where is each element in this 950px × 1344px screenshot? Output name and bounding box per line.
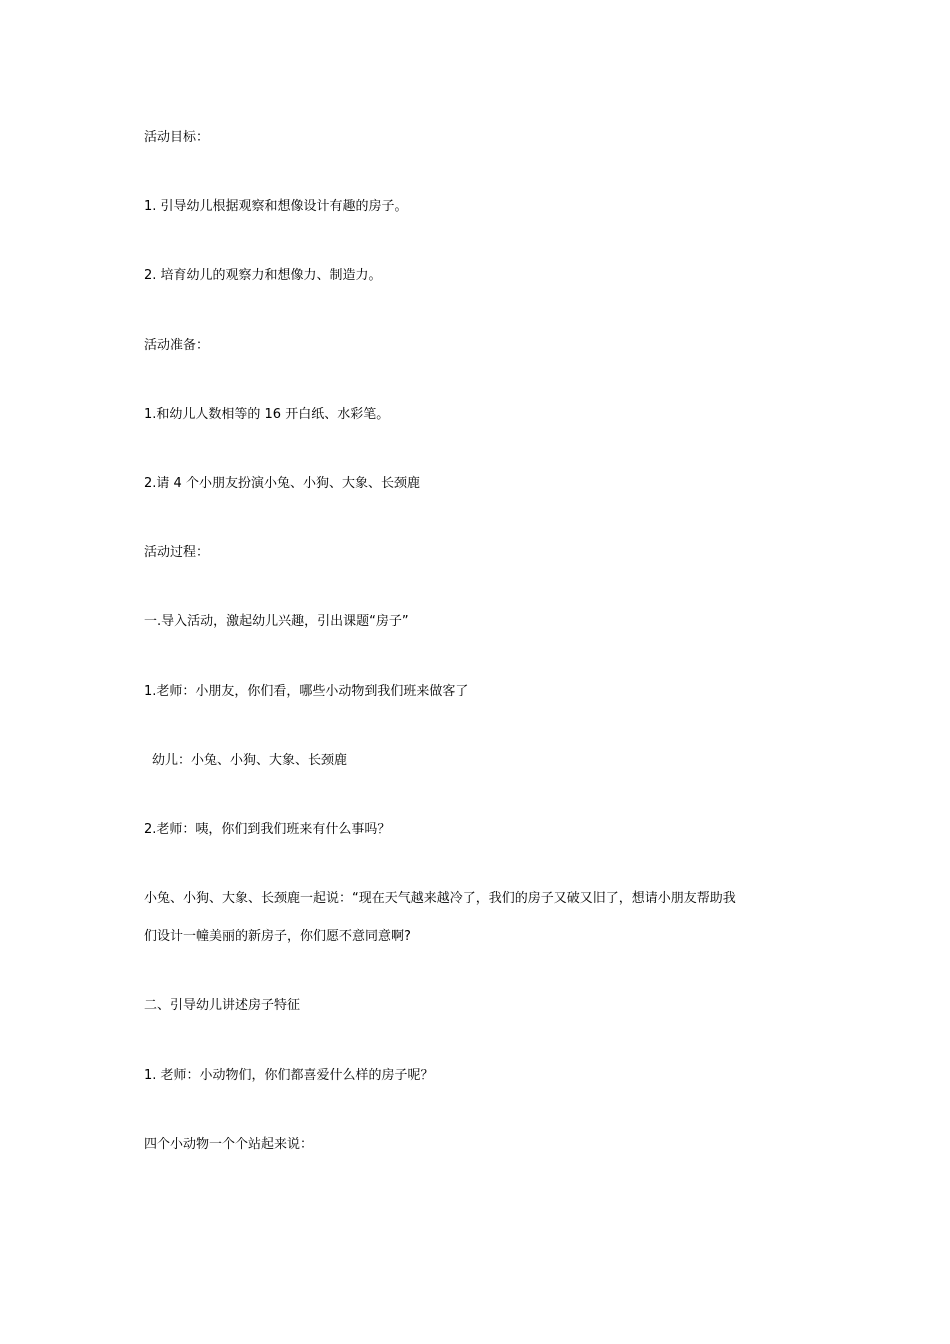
heading-activity-process: 活动过程： xyxy=(144,545,210,560)
goal-item-1: 1. 引导幼儿根据观察和想像设计有趣的房子。 xyxy=(144,199,408,214)
child-response: 幼儿：小兔、小狗、大象、长颈鹿 xyxy=(152,753,348,768)
section-2-step-1: 1. 老师：小动物们，你们都喜爱什么样的房子呢？ xyxy=(144,1068,434,1083)
process-step-2: 2.老师：咦，你们到我们班来有什么事吗？ xyxy=(144,822,391,837)
animals-speech-line-2: 们设计一幢美丽的新房子，你们愿不意同意啊? xyxy=(144,929,411,944)
preparation-item-2: 2.请 4 个小朋友扮演小兔、小狗、大象、长颈鹿 xyxy=(144,476,420,491)
process-step-1: 1.老师：小朋友，你们看，哪些小动物到我们班来做客了 xyxy=(144,684,469,699)
preparation-item-1: 1.和幼儿人数相等的 16 开白纸、水彩笔。 xyxy=(144,407,390,422)
goal-item-2: 2. 培育幼儿的观察力和想像力、制造力。 xyxy=(144,268,382,283)
heading-activity-goals: 活动目标： xyxy=(144,130,210,145)
process-section-1-title: 一.导入活动，激起幼儿兴趣，引出课题“房子” xyxy=(144,614,409,629)
section-2-narration: 四个小动物一个个站起来说： xyxy=(144,1137,314,1152)
heading-activity-preparation: 活动准备： xyxy=(144,338,210,353)
process-section-2-title: 二、引导幼儿讲述房子特征 xyxy=(144,998,301,1013)
animals-speech-line-1: 小兔、小狗、大象、长颈鹿一起说：“现在天气越来越冷了，我们的房子又破又旧了，想请小朋友帮助我 xyxy=(144,891,736,906)
